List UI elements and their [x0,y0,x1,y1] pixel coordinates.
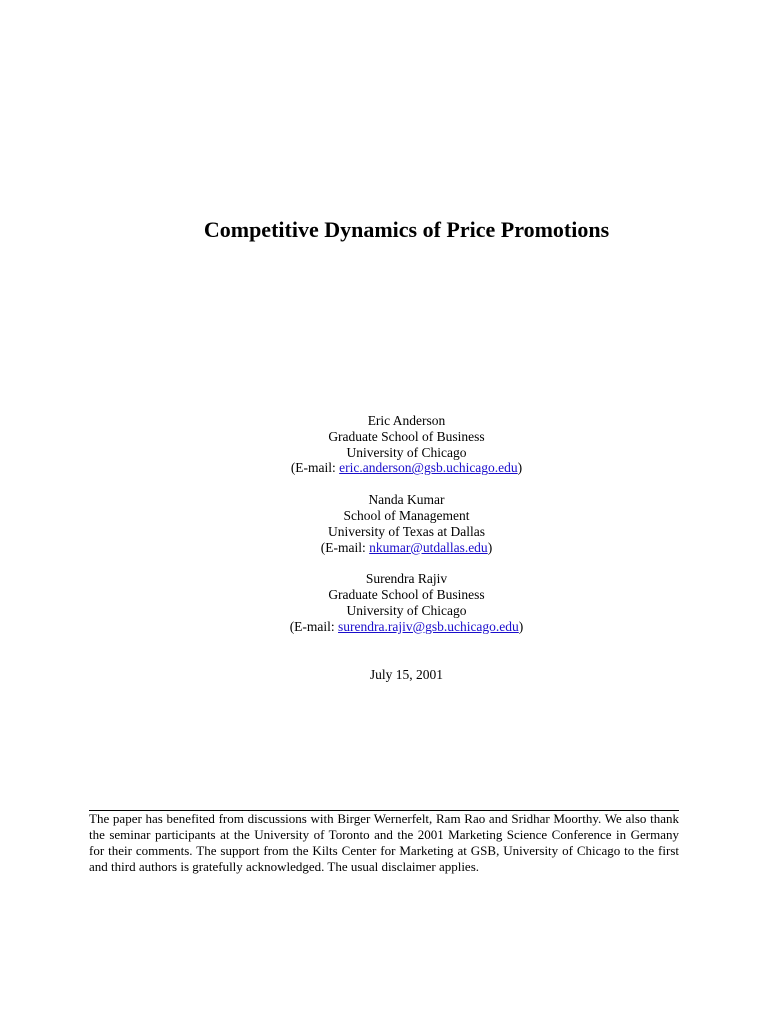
author-name: Eric Anderson [367,413,446,428]
email-suffix: ) [487,539,493,555]
author-institution: University of Chicago [346,444,467,460]
author-institution: University of Chicago [346,602,467,618]
email-link[interactable]: nkumar@utdallas.edu [369,539,488,555]
author-block [0,492,768,555]
author-department: School of Management [343,507,470,523]
email-suffix: ) [517,460,523,476]
author-list [0,413,768,651]
author-name: Nanda Kumar [368,492,445,508]
author-department: Graduate School of Business [328,587,485,603]
paper-date: July 15, 2001 [369,667,444,682]
author-email-line [0,619,768,635]
acknowledgement-footnote: The paper has benefited from discussions with Birger Wernerfelt, Ram Rao and Sridhar Moorthy. We also thank the seminar participants at the University of Toronto and the 2001 Marketing Science Conference in Germany for their comments. The support from the Kilts Center for Marketing at GSB, University of Chicago to the first and third authors is gratefully acknowledged. The usual disclaimer applies. [89,811,679,874]
author-block [0,413,768,476]
email-prefix: (E-mail: [289,618,339,634]
paper-title: Competitive Dynamics of Price Promotions [203,217,610,242]
author-email-line [0,460,768,476]
email-suffix: ) [518,618,524,634]
email-prefix: (E-mail: [320,539,370,555]
author-name: Surendra Rajiv [365,571,448,587]
author-institution: University of Texas at Dallas [327,523,486,539]
email-link[interactable]: eric.anderson@gsb.uchicago.edu [339,460,518,476]
author-email-line [0,540,768,556]
author-department: Graduate School of Business [328,428,485,444]
email-prefix: (E-mail: [290,460,340,476]
email-link[interactable]: surendra.rajiv@gsb.uchicago.edu [338,618,519,634]
author-block [0,571,768,634]
